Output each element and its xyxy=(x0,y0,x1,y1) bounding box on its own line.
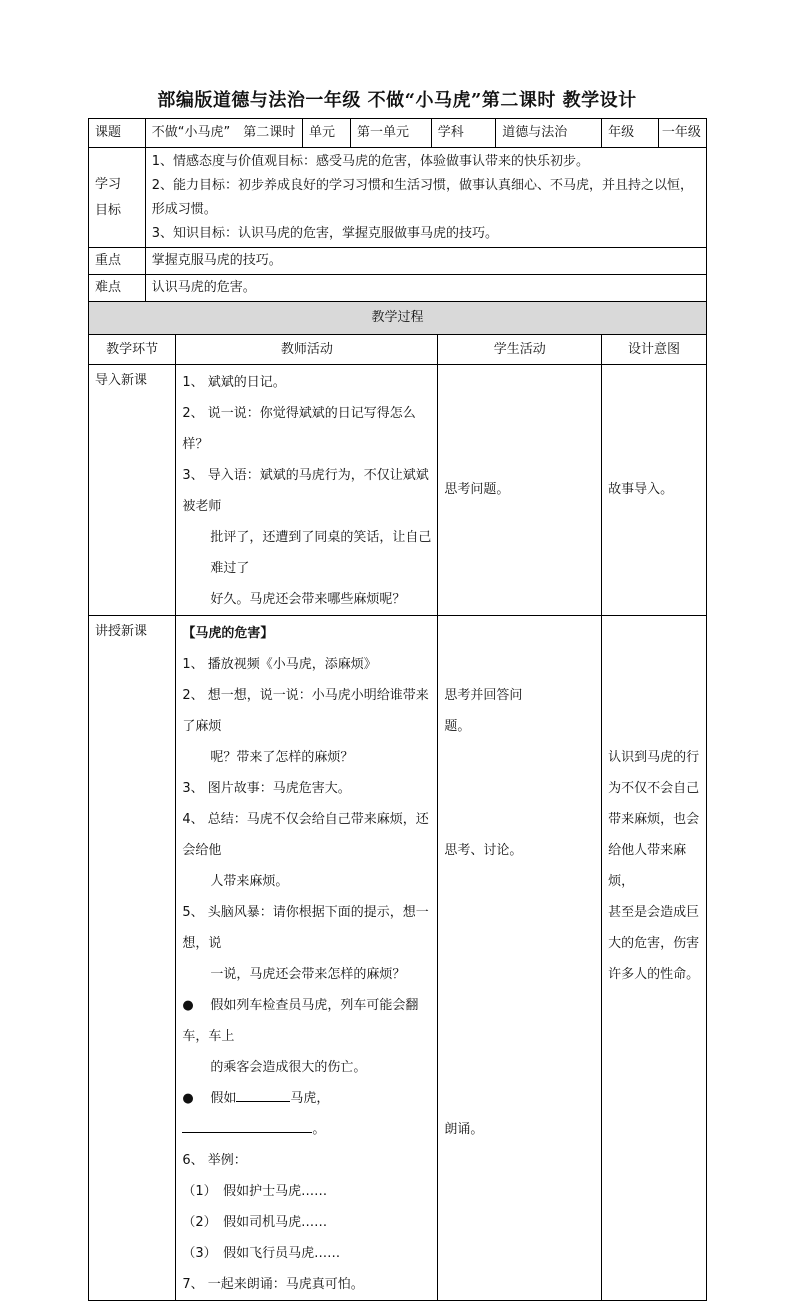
bullet-text: 假如列车检查员马虎，列车可能会翻车，车上 xyxy=(182,998,419,1044)
blank-suffix: 。 xyxy=(312,1122,326,1137)
document-title: 部编版道德与法治一年级 不做“小马虎”第二课时 教学设计 xyxy=(157,90,637,111)
intent-line: 大的危害，伤害 xyxy=(608,936,700,951)
teacher-line: 6、 举例： xyxy=(182,1153,247,1168)
intent-line: 许多人的性命。 xyxy=(608,967,700,982)
lesson-row xyxy=(89,616,707,1301)
teacher-line: 3、 图片故事：马虎危害大。 xyxy=(182,781,351,796)
teacher-line: 1、 播放视频《小马虎，添麻烦》 xyxy=(182,657,377,672)
bullet-icon: ● xyxy=(182,998,194,1013)
topic-label: 课题 xyxy=(89,119,146,148)
goals-label-line2: 目标 xyxy=(95,202,122,218)
teacher-line: 好久。马虎还会带来哪些麻烦呢？ xyxy=(210,592,406,607)
intent-line: 甚至是会造成巨 xyxy=(608,905,700,920)
teacher-line: 7、 一起来朗诵：马虎真可怕。 xyxy=(182,1277,364,1292)
header-student: 学生活动 xyxy=(438,335,602,365)
key-point-label: 重点 xyxy=(89,248,146,275)
header-teacher: 教师活动 xyxy=(176,335,438,365)
goals-label-line1: 学习 xyxy=(95,176,122,192)
example-line: （1） 假如护士马虎…… xyxy=(182,1184,328,1199)
lesson-intent xyxy=(602,616,707,1301)
header-stage: 教学环节 xyxy=(89,335,176,365)
intent-line: 给他人带来麻烦， xyxy=(608,843,687,889)
teacher-line: 2、 说一说：你觉得斌斌的日记写得怎么样？ xyxy=(182,406,416,452)
blank-prefix: 假如 xyxy=(210,1091,237,1106)
intent-line: 为不仅不会自己 xyxy=(608,781,700,796)
process-title: 教学过程 xyxy=(89,302,707,335)
grade-value: 一年级 xyxy=(658,119,706,148)
student-line: 思考并回答问 xyxy=(444,688,523,703)
bullet-icon: ● xyxy=(182,1091,194,1106)
example-line: （3） 假如飞行员马虎…… xyxy=(182,1246,341,1261)
goals-row xyxy=(89,148,707,248)
key-point-row xyxy=(89,248,707,275)
grade-label: 年级 xyxy=(602,119,659,148)
teacher-line: 一说，马虎还会带来怎样的麻烦？ xyxy=(210,967,406,982)
student-line: 题。 xyxy=(444,719,471,734)
intro-row xyxy=(89,365,707,616)
difficulty-row xyxy=(89,275,707,302)
difficulty-label: 难点 xyxy=(89,275,146,302)
teacher-line: 的乘客会造成很大的伤亡。 xyxy=(210,1060,367,1075)
unit-value: 第一单元 xyxy=(351,119,432,148)
student-line: 思考、讨论。 xyxy=(444,843,523,858)
teacher-line: 人带来麻烦。 xyxy=(210,874,289,889)
bullet-item xyxy=(182,1083,437,1145)
teacher-line: 2、 想一想，说一说：小马虎小明给谁带来了麻烦 xyxy=(182,688,429,734)
teacher-line: 5、 头脑风暴：请你根据下面的提示，想一想，说 xyxy=(182,905,429,951)
intro-student: 思考问题。 xyxy=(438,365,602,616)
teacher-line: 4、 总结：马虎不仅会给自己带来麻烦，还会给他 xyxy=(182,812,429,858)
process-header-row xyxy=(89,335,707,365)
goal-item: 1、情感态度与价值观目标：感受马虎的危害，体验做事认带来的快乐初步。 xyxy=(151,154,590,169)
intent-line: 认识到马虎的行 xyxy=(608,750,700,765)
teacher-line: 3、 导入语：斌斌的马虎行为，不仅让斌斌被老师 xyxy=(182,468,429,514)
bullet-item xyxy=(182,990,437,1052)
example-line: （2） 假如司机马虎…… xyxy=(182,1215,328,1230)
lesson-plan-table xyxy=(88,118,707,1301)
fill-blank-2[interactable] xyxy=(182,1118,312,1133)
intro-intent: 故事导入。 xyxy=(602,365,707,616)
goal-item: 3、知识目标：认识马虎的危害，掌握克服做事马虎的技巧。 xyxy=(151,226,499,241)
goals-content xyxy=(145,148,706,248)
teacher-line: 呢？带来了怎样的麻烦？ xyxy=(210,750,354,765)
subject-value: 道德与法治 xyxy=(496,119,602,148)
header-intent: 设计意图 xyxy=(602,335,707,365)
student-line: 朗诵。 xyxy=(444,1122,484,1137)
lesson-stage: 讲授新课 xyxy=(89,616,176,1301)
intro-teacher xyxy=(176,365,438,616)
process-title-row xyxy=(89,302,707,335)
goal-item: 2、能力目标：初步养成良好的学习习惯和生活习惯，做事认真细心、不马虎，并且持之以恒，形成习惯。 xyxy=(151,178,694,217)
section-heading: 【马虎的危害】 xyxy=(182,626,274,641)
teacher-line: 1、 斌斌的日记。 xyxy=(182,375,286,390)
lesson-teacher xyxy=(176,616,438,1301)
teacher-line: 批评了，还遭到了同桌的笑话，让自己难过了 xyxy=(210,530,432,576)
difficulty-value: 认识马虎的危害。 xyxy=(145,275,706,302)
fill-blank-1[interactable] xyxy=(236,1087,290,1102)
key-point-value: 掌握克服马虎的技巧。 xyxy=(145,248,706,275)
unit-label: 单元 xyxy=(302,119,350,148)
goals-label xyxy=(89,148,146,248)
lesson-student xyxy=(438,616,602,1301)
subject-label: 学科 xyxy=(431,119,495,148)
header-row xyxy=(89,119,707,148)
intro-stage: 导入新课 xyxy=(89,365,176,616)
blank-middle: 马虎， xyxy=(290,1091,330,1106)
topic-value: 不做“小马虎” 第二课时 xyxy=(145,119,302,148)
intent-line: 带来麻烦，也会 xyxy=(608,812,700,827)
